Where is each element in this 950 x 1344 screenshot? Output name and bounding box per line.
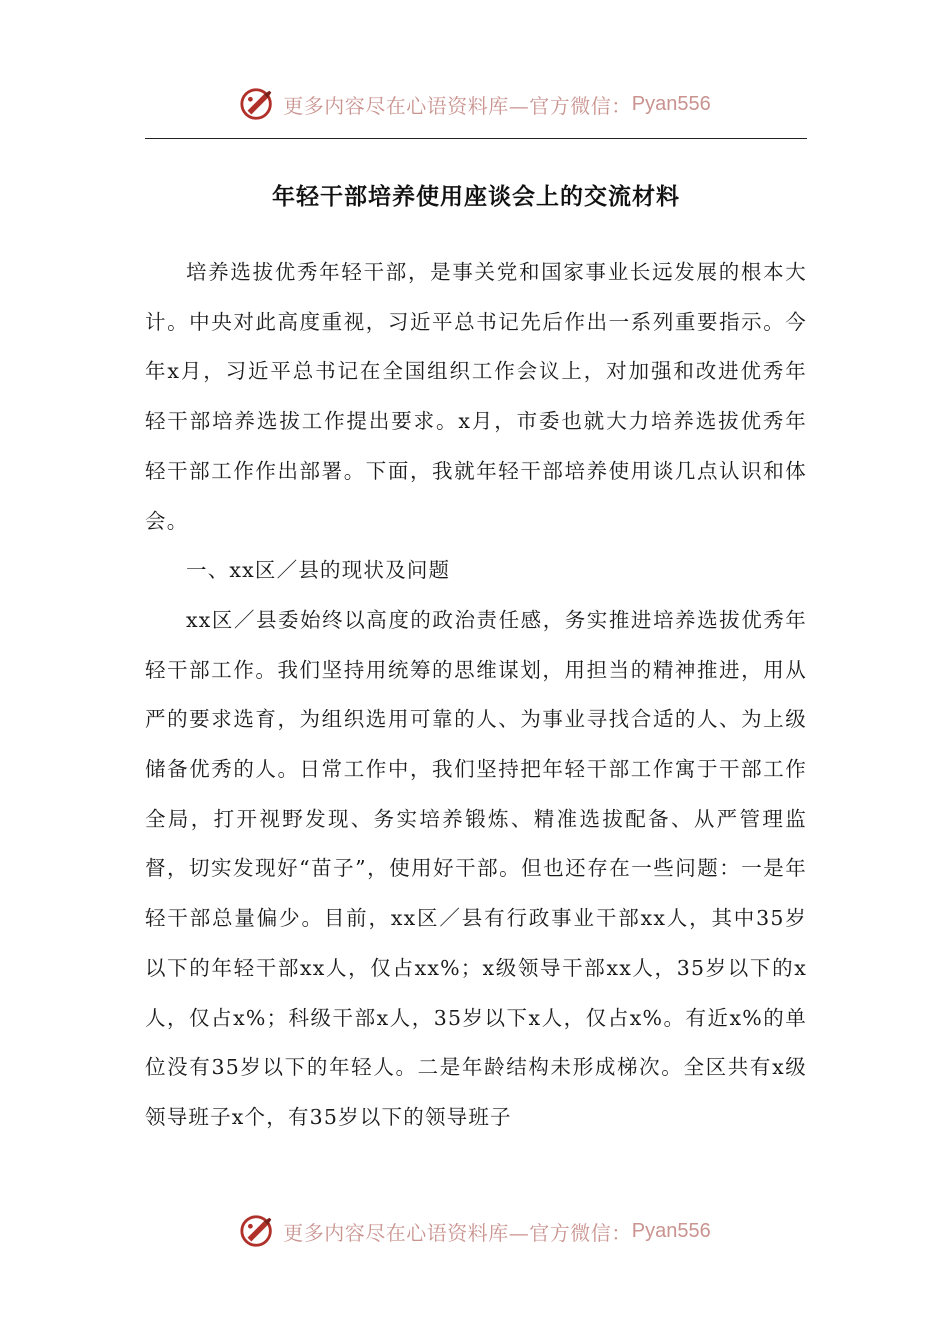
- watermark-id: Pyan556: [631, 1219, 711, 1242]
- document-title: 年轻干部培养使用座谈会上的交流材料: [272, 184, 680, 210]
- pen-logo-icon: [239, 1212, 277, 1250]
- section-heading: 一、xx区／县的现状及问题: [186, 558, 451, 583]
- paragraph-status: xx区／县委始终以高度的政治责任感，务实推进培养选拔优秀年轻干部工作。我们坚持用统筹的思维谋划，用担当的精神推进，用从严的要求选育，为组织选用可靠的人、为事业寻找合适的人、为上级储备优秀的人。日常工作中，我们坚持把年轻干部工作寓于干部工作全局，打开视野发现、务实培养锻炼、精准选拔配备、从严管理监督，切实发现好“苗子”，使用好干部。但也还存在一些问题：一是年轻干部总量偏少。目前，xx区／县有行政事业干部xx人，其中35岁以下的年轻干部xx人，仅占xx%；x级领导干部xx人，35岁以下的x人，仅占x%；科级干部x人，35岁以下x人，仅占x%。有近x%的单位没有35岁以下的年轻人。二是年龄结构未形成梯次。全区共有x级领导班子x个，有35岁以下的领导班子: [145, 607, 807, 1129]
- footer-watermark: [0, 1211, 950, 1251]
- watermark-id: Pyan556: [631, 92, 711, 115]
- header-watermark: [0, 84, 950, 124]
- paragraph-intro: 培养选拔优秀年轻干部，是事关党和国家事业长远发展的根本大计。中央对此高度重视，习近平总书记先后作出一系列重要指示。今年x月，习近平总书记在全国组织工作会议上，对加强和改进优秀年轻干部培养选拔工作提出要求。x月，市委也就大力培养选拔优秀年轻干部工作作出部署。下面，我就年轻干部培养使用谈几点认识和体会。: [145, 260, 807, 533]
- pen-logo-icon: [239, 85, 277, 123]
- watermark-text: 更多内容尽在心语资料库—官方微信：: [283, 1220, 632, 1245]
- watermark-text: 更多内容尽在心语资料库—官方微信：: [283, 93, 632, 118]
- document-body: [145, 248, 807, 1143]
- header-divider: [145, 138, 807, 139]
